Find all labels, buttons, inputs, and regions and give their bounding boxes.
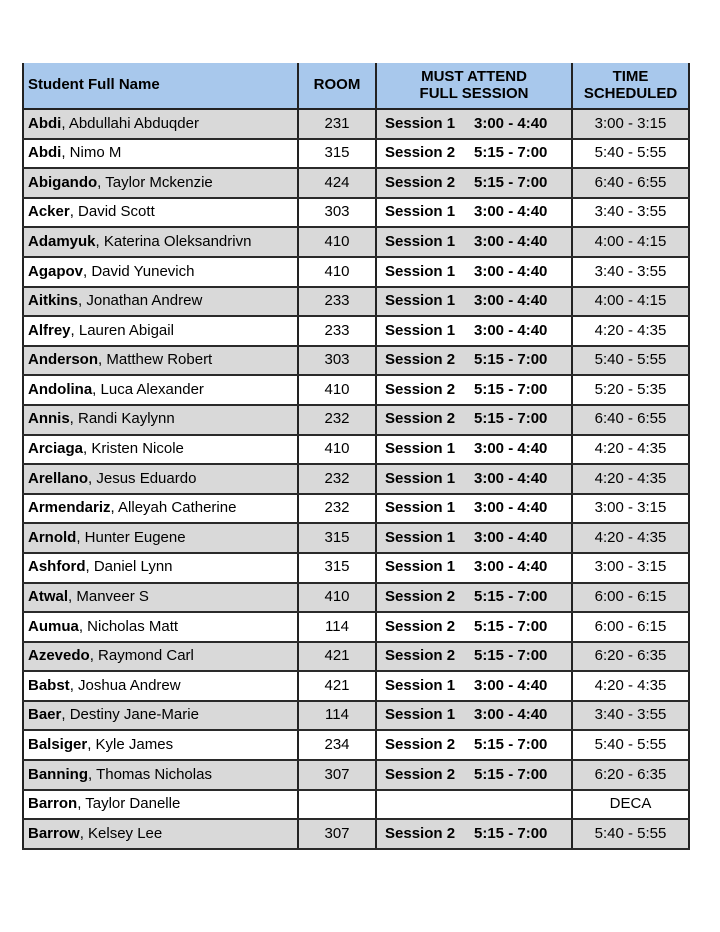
- header-time-line1: TIME: [612, 68, 649, 85]
- session-range-cell: 5:15 - 7:00: [474, 405, 572, 435]
- session-cell: Session 1: [376, 227, 474, 257]
- session-cell: Session 2: [376, 375, 474, 405]
- student-last-name: Azevedo: [28, 647, 90, 665]
- session-range-cell: 5:15 - 7:00: [474, 612, 572, 642]
- time-scheduled-cell: 3:00 - 3:15: [572, 553, 689, 583]
- table-row: [23, 287, 689, 317]
- student-first-name: , Lauren Abigail: [70, 321, 174, 339]
- student-name-cell: [23, 435, 298, 465]
- student-name-cell: [23, 730, 298, 760]
- session-range-cell: 5:15 - 7:00: [474, 375, 572, 405]
- header-time-line2: SCHEDULED: [583, 84, 678, 102]
- table-row: [23, 730, 689, 760]
- table-row: [23, 405, 689, 435]
- table-row: [23, 642, 689, 672]
- session-cell: Session 2: [376, 405, 474, 435]
- table-row: [23, 494, 689, 524]
- student-first-name: , Nicholas Matt: [78, 617, 179, 635]
- room-cell: 233: [298, 287, 376, 317]
- student-first-name: , Joshua Andrew: [69, 676, 181, 694]
- time-scheduled-cell: 4:20 - 4:35: [572, 464, 689, 494]
- student-first-name: , Alleyah Catherine: [110, 499, 237, 517]
- student-name-cell: [23, 612, 298, 642]
- table-row: [23, 819, 689, 849]
- header-must-attend-line2: FULL SESSION: [419, 84, 529, 102]
- student-last-name: Banning: [28, 765, 88, 783]
- student-last-name: Anderson: [28, 351, 99, 369]
- student-last-name: Adamyuk: [28, 232, 96, 250]
- student-name-cell: [23, 405, 298, 435]
- time-scheduled-cell: 6:00 - 6:15: [572, 583, 689, 613]
- table-row: [23, 227, 689, 257]
- schedule-table: [22, 63, 690, 850]
- student-last-name: Abdi: [28, 114, 62, 132]
- session-range-cell: 3:00 - 4:40: [474, 227, 572, 257]
- table-row: [23, 612, 689, 642]
- session-range-cell: 3:00 - 4:40: [474, 316, 572, 346]
- student-name-cell: [23, 287, 298, 317]
- session-range-cell: 5:15 - 7:00: [474, 346, 572, 376]
- student-first-name: , Matthew Robert: [98, 351, 213, 369]
- header-student-name: Student Full Name: [23, 63, 298, 109]
- session-cell: Session 2: [376, 583, 474, 613]
- student-last-name: Alfrey: [28, 321, 71, 339]
- student-first-name: , Taylor Danelle: [77, 795, 181, 813]
- student-last-name: Balsiger: [28, 736, 88, 754]
- student-name-cell: [23, 227, 298, 257]
- session-range-cell: 3:00 - 4:40: [474, 198, 572, 228]
- header-must-attend-line1: MUST ATTEND: [421, 68, 527, 85]
- session-range-cell: 5:15 - 7:00: [474, 139, 572, 169]
- header-must-attend: [376, 63, 572, 109]
- time-scheduled-cell: 4:20 - 4:35: [572, 671, 689, 701]
- student-name-cell: [23, 109, 298, 139]
- table-row: [23, 790, 689, 820]
- session-cell: Session 1: [376, 494, 474, 524]
- student-last-name: Atwal: [28, 588, 69, 606]
- student-first-name: , David Scott: [69, 203, 155, 221]
- session-cell: Session 2: [376, 819, 474, 849]
- student-first-name: , Jesus Eduardo: [88, 469, 197, 487]
- student-last-name: Barron: [28, 795, 78, 813]
- time-scheduled-cell: 5:40 - 5:55: [572, 139, 689, 169]
- session-cell: Session 1: [376, 701, 474, 731]
- room-cell: 307: [298, 760, 376, 790]
- session-range-cell: 5:15 - 7:00: [474, 760, 572, 790]
- room-cell: 303: [298, 198, 376, 228]
- student-name-cell: [23, 139, 298, 169]
- session-cell: Session 1: [376, 316, 474, 346]
- session-range-cell: 3:00 - 4:40: [474, 553, 572, 583]
- student-last-name: Arellano: [28, 469, 89, 487]
- room-cell: 424: [298, 168, 376, 198]
- student-last-name: Abdi: [28, 144, 62, 162]
- room-cell: 114: [298, 612, 376, 642]
- student-name-cell: [23, 671, 298, 701]
- student-first-name: , Raymond Carl: [89, 647, 194, 665]
- session-range-cell: 3:00 - 4:40: [474, 494, 572, 524]
- session-range-cell: 5:15 - 7:00: [474, 168, 572, 198]
- student-last-name: Annis: [28, 410, 70, 428]
- session-cell: Session 2: [376, 760, 474, 790]
- session-cell: Session 2: [376, 346, 474, 376]
- room-cell: 232: [298, 494, 376, 524]
- room-cell: 315: [298, 553, 376, 583]
- time-scheduled-cell: 6:00 - 6:15: [572, 612, 689, 642]
- session-range-cell: 5:15 - 7:00: [474, 642, 572, 672]
- student-last-name: Ashford: [28, 558, 86, 576]
- student-name-cell: [23, 198, 298, 228]
- room-cell: 410: [298, 583, 376, 613]
- time-scheduled-cell: 5:20 - 5:35: [572, 375, 689, 405]
- time-scheduled-cell: 3:40 - 3:55: [572, 198, 689, 228]
- room-cell: 410: [298, 257, 376, 287]
- session-cell: Session 1: [376, 464, 474, 494]
- room-cell: 421: [298, 642, 376, 672]
- student-first-name: , Daniel Lynn: [85, 558, 173, 576]
- table-row: [23, 168, 689, 198]
- time-scheduled-cell: 3:40 - 3:55: [572, 701, 689, 731]
- room-cell: 234: [298, 730, 376, 760]
- student-first-name: , Kelsey Lee: [79, 824, 163, 842]
- session-cell: Session 2: [376, 730, 474, 760]
- student-first-name: , Jonathan Andrew: [78, 292, 203, 310]
- student-last-name: Arnold: [28, 528, 77, 546]
- student-name-cell: [23, 375, 298, 405]
- student-name-cell: [23, 523, 298, 553]
- student-first-name: , Manveer S: [68, 588, 149, 606]
- session-cell: Session 1: [376, 523, 474, 553]
- student-first-name: , David Yunevich: [83, 262, 195, 280]
- session-range-cell: [474, 790, 572, 820]
- session-range-cell: 3:00 - 4:40: [474, 671, 572, 701]
- student-first-name: , Kyle James: [87, 736, 174, 754]
- time-scheduled-cell: DECA: [572, 790, 689, 820]
- session-cell: Session 1: [376, 109, 474, 139]
- session-range-cell: 3:00 - 4:40: [474, 701, 572, 731]
- student-name-cell: [23, 316, 298, 346]
- student-name-cell: [23, 346, 298, 376]
- time-scheduled-cell: 3:00 - 3:15: [572, 109, 689, 139]
- table-row: [23, 346, 689, 376]
- time-scheduled-cell: 6:20 - 6:35: [572, 642, 689, 672]
- room-cell: 307: [298, 819, 376, 849]
- session-cell: Session 1: [376, 257, 474, 287]
- student-first-name: , Kristen Nicole: [83, 440, 184, 458]
- student-last-name: Armendariz: [28, 499, 111, 517]
- table-row: [23, 760, 689, 790]
- time-scheduled-cell: 5:40 - 5:55: [572, 819, 689, 849]
- session-range-cell: 5:15 - 7:00: [474, 819, 572, 849]
- session-range-cell: 3:00 - 4:40: [474, 109, 572, 139]
- student-first-name: , Taylor Mckenzie: [97, 173, 213, 191]
- room-cell: 232: [298, 464, 376, 494]
- session-range-cell: 3:00 - 4:40: [474, 464, 572, 494]
- time-scheduled-cell: 4:20 - 4:35: [572, 316, 689, 346]
- session-cell: Session 1: [376, 287, 474, 317]
- time-scheduled-cell: 6:20 - 6:35: [572, 760, 689, 790]
- table-row: [23, 109, 689, 139]
- student-last-name: Arciaga: [28, 440, 84, 458]
- session-range-cell: 3:00 - 4:40: [474, 435, 572, 465]
- student-name-cell: [23, 464, 298, 494]
- session-cell: Session 1: [376, 198, 474, 228]
- student-last-name: Baer: [28, 706, 62, 724]
- student-last-name: Abigando: [28, 173, 98, 191]
- student-name-cell: [23, 760, 298, 790]
- time-scheduled-cell: 5:40 - 5:55: [572, 346, 689, 376]
- student-last-name: Aitkins: [28, 292, 79, 310]
- table-row: [23, 316, 689, 346]
- room-cell: 410: [298, 435, 376, 465]
- student-first-name: , Thomas Nicholas: [88, 765, 212, 783]
- student-first-name: , Destiny Jane-Marie: [61, 706, 199, 724]
- student-name-cell: [23, 642, 298, 672]
- student-name-cell: [23, 819, 298, 849]
- room-cell: 233: [298, 316, 376, 346]
- student-name-cell: [23, 553, 298, 583]
- time-scheduled-cell: 4:00 - 4:15: [572, 287, 689, 317]
- time-scheduled-cell: 4:20 - 4:35: [572, 523, 689, 553]
- room-cell: [298, 790, 376, 820]
- student-last-name: Barrow: [28, 824, 80, 842]
- table-row: [23, 583, 689, 613]
- student-first-name: , Hunter Eugene: [76, 528, 186, 546]
- session-cell: Session 1: [376, 553, 474, 583]
- session-range-cell: 5:15 - 7:00: [474, 583, 572, 613]
- student-name-cell: [23, 257, 298, 287]
- session-range-cell: 3:00 - 4:40: [474, 257, 572, 287]
- time-scheduled-cell: 6:40 - 6:55: [572, 405, 689, 435]
- table-row: [23, 553, 689, 583]
- session-cell: [376, 790, 474, 820]
- table-header-row: [23, 63, 689, 109]
- room-cell: 231: [298, 109, 376, 139]
- table-row: [23, 139, 689, 169]
- header-room: ROOM: [298, 63, 376, 109]
- table-row: [23, 435, 689, 465]
- student-first-name: , Abdullahi Abduqder: [61, 114, 199, 132]
- table-row: [23, 198, 689, 228]
- session-cell: Session 2: [376, 612, 474, 642]
- session-range-cell: 3:00 - 4:40: [474, 523, 572, 553]
- room-cell: 303: [298, 346, 376, 376]
- session-cell: Session 2: [376, 642, 474, 672]
- student-name-cell: [23, 168, 298, 198]
- student-last-name: Babst: [28, 676, 70, 694]
- session-range-cell: 5:15 - 7:00: [474, 730, 572, 760]
- student-name-cell: [23, 494, 298, 524]
- student-name-cell: [23, 701, 298, 731]
- student-last-name: Acker: [28, 203, 70, 221]
- time-scheduled-cell: 4:20 - 4:35: [572, 435, 689, 465]
- room-cell: 315: [298, 523, 376, 553]
- room-cell: 114: [298, 701, 376, 731]
- time-scheduled-cell: 3:00 - 3:15: [572, 494, 689, 524]
- session-cell: Session 1: [376, 435, 474, 465]
- session-cell: Session 2: [376, 168, 474, 198]
- room-cell: 315: [298, 139, 376, 169]
- student-name-cell: [23, 583, 298, 613]
- room-cell: 421: [298, 671, 376, 701]
- student-last-name: Agapov: [28, 262, 84, 280]
- room-cell: 410: [298, 375, 376, 405]
- time-scheduled-cell: 6:40 - 6:55: [572, 168, 689, 198]
- time-scheduled-cell: 4:00 - 4:15: [572, 227, 689, 257]
- student-last-name: Aumua: [28, 617, 79, 635]
- student-first-name: , Luca Alexander: [92, 380, 204, 398]
- time-scheduled-cell: 5:40 - 5:55: [572, 730, 689, 760]
- student-last-name: Andolina: [28, 380, 93, 398]
- table-row: [23, 375, 689, 405]
- student-first-name: , Katerina Oleksandrivn: [95, 232, 252, 250]
- room-cell: 232: [298, 405, 376, 435]
- student-first-name: , Nimo M: [61, 144, 122, 162]
- header-time-scheduled: [572, 63, 689, 109]
- student-first-name: , Randi Kaylynn: [69, 410, 175, 428]
- table-row: [23, 701, 689, 731]
- session-cell: Session 2: [376, 139, 474, 169]
- session-cell: Session 1: [376, 671, 474, 701]
- room-cell: 410: [298, 227, 376, 257]
- time-scheduled-cell: 3:40 - 3:55: [572, 257, 689, 287]
- table-row: [23, 464, 689, 494]
- table-row: [23, 257, 689, 287]
- table-row: [23, 523, 689, 553]
- table-row: [23, 671, 689, 701]
- session-range-cell: 3:00 - 4:40: [474, 287, 572, 317]
- student-name-cell: [23, 790, 298, 820]
